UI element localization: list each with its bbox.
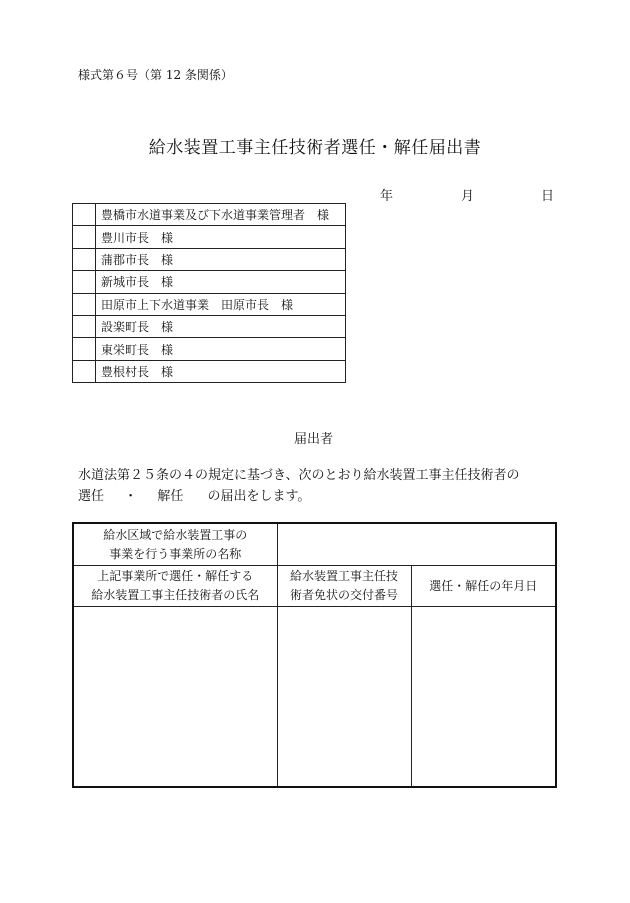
addressee-name: 豊川市長 様: [96, 226, 346, 248]
office-label-cell: [73, 523, 277, 566]
addressee-table: [72, 203, 346, 383]
office-label-line-1: 給水区域で給水装置工事の: [103, 527, 248, 542]
date-year-label: 年: [380, 189, 394, 204]
checkbox-cell[interactable]: [73, 338, 96, 360]
col-header-license-line-2: 術者免状の交付番号: [289, 588, 398, 602]
office-label-line-2: 事業を行う事業所の名称: [109, 546, 242, 561]
checkbox-cell[interactable]: [73, 315, 96, 337]
addressee-name: 蒲郡市長 様: [96, 248, 346, 270]
addressee-name: 東栄町長 様: [96, 338, 346, 360]
col-header-date: 選任・解任の年月日: [411, 566, 556, 607]
checkbox-cell[interactable]: [73, 293, 96, 315]
checkbox-cell[interactable]: [73, 204, 96, 226]
addressee-row: [73, 338, 346, 360]
checkbox-cell[interactable]: [73, 360, 96, 382]
checkbox-cell[interactable]: [73, 248, 96, 270]
statement-suffix: の届出をします。: [207, 489, 311, 504]
option-separator: ・: [124, 489, 138, 504]
date-month-label: 月: [461, 189, 475, 204]
addressee-row: [73, 293, 346, 315]
addressee-name: 新城市長 様: [96, 271, 346, 293]
addressee-name: 豊根村長 様: [96, 360, 346, 382]
appoint-option[interactable]: 選任: [78, 489, 105, 504]
dismiss-option[interactable]: 解任: [157, 489, 184, 504]
form-number: 様式第６号（第 12 条関係）: [78, 68, 233, 82]
office-name-field[interactable]: [277, 523, 556, 566]
appointment-date-field[interactable]: [411, 607, 556, 788]
notifier-label: 届出者: [294, 432, 334, 447]
checkbox-cell[interactable]: [73, 226, 96, 248]
col-header-license-line-1: 給水装置工事主任技: [289, 569, 398, 583]
checkbox-cell[interactable]: [73, 271, 96, 293]
date-day-label: 日: [541, 189, 555, 204]
license-number-field[interactable]: [277, 607, 411, 788]
header-row: [73, 566, 556, 607]
addressee-name: 田原市上下水道事業 田原市長 様: [96, 293, 346, 315]
addressee-row: [73, 226, 346, 248]
page-title: 給水装置工事主任技術者選任・解任届出書: [148, 138, 482, 158]
addressee-row: [73, 248, 346, 270]
statement-line-1: 水道法第２５条の４の規定に基づき、次のとおり給水装置工事主任技術者の: [78, 468, 520, 483]
col-header-name-line-2: 給水装置工事主任技術者の氏名: [91, 588, 260, 602]
addressee-row: [73, 360, 346, 382]
col-header-license: [277, 566, 411, 607]
addressee-row: [73, 315, 346, 337]
addressee-row: [73, 204, 346, 226]
statement-line-2: [78, 486, 558, 507]
statement: [78, 465, 558, 507]
col-header-name-line-1: 上記事業所で選任・解任する: [97, 569, 254, 583]
technician-table: [72, 522, 557, 788]
addressee-name: 設楽町長 様: [96, 315, 346, 337]
addressee-name: 豊橋市水道事業及び下水道事業管理者 様: [96, 204, 346, 226]
office-row: [73, 523, 556, 566]
addressee-row: [73, 271, 346, 293]
technician-name-field[interactable]: [73, 607, 277, 788]
col-header-name: [73, 566, 277, 607]
entry-row: [73, 607, 556, 788]
